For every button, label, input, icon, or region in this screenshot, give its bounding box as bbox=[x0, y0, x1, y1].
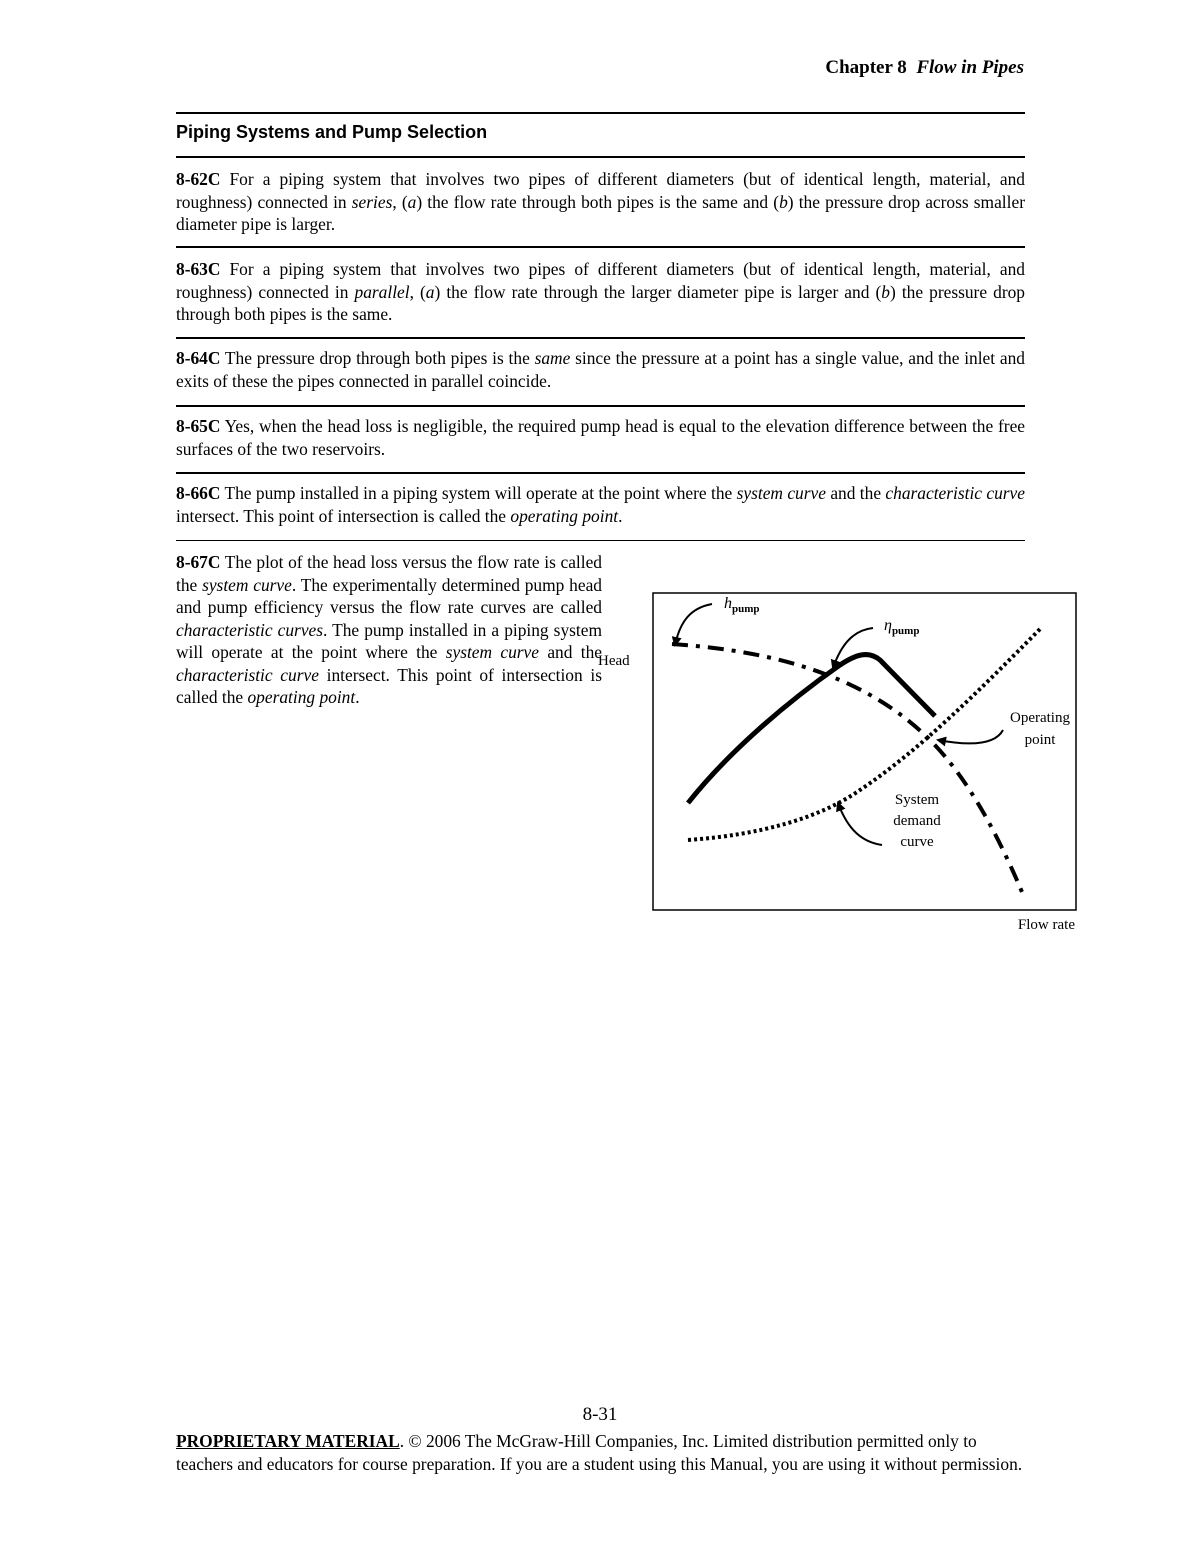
problem-number: 8-67C bbox=[176, 552, 221, 572]
problem-text: . bbox=[618, 505, 623, 526]
problem-emphasis: b bbox=[881, 281, 890, 302]
problem-text: Yes, when the head loss is negligible, the required pump head is equal to the elevation difference between the free surfaces of the two reservoirs. bbox=[176, 416, 1026, 459]
chapter-header bbox=[825, 57, 1024, 79]
problem-emphasis: characteristic curves bbox=[176, 619, 324, 640]
problem-text: . The experimentally determined pump head and pump efficiency versus the flow rate curves are called bbox=[176, 574, 602, 617]
operating-point-label: Operating bbox=[1010, 710, 1070, 726]
problem-text: For a piping system that involves two pipes of different diameters (but of identical length, material, and roughness) connected in bbox=[176, 169, 1025, 212]
problem-emphasis: parallel bbox=[354, 281, 410, 302]
problem-emphasis: a bbox=[407, 191, 417, 212]
divider bbox=[176, 246, 1025, 248]
pump-head-curve bbox=[672, 644, 1022, 892]
system-demand-label: System bbox=[894, 792, 940, 808]
problem-text: ) the flow rate through the larger diameter pipe is larger and ( bbox=[434, 281, 882, 302]
system-demand-label: demand bbox=[893, 813, 941, 829]
h-pump-label bbox=[724, 595, 760, 615]
eta-pump-symbol: η bbox=[884, 617, 892, 634]
problem-text: ) the pressure drop across smaller diameter pipe is larger. bbox=[176, 191, 1025, 234]
problem-number: 8-62C bbox=[176, 169, 221, 189]
divider bbox=[176, 156, 1025, 158]
system-demand-curve bbox=[688, 627, 1042, 840]
pump-curve-figure bbox=[590, 585, 1090, 935]
h-pump-arrow bbox=[675, 604, 712, 645]
problem-emphasis: operating point bbox=[247, 687, 356, 707]
eta-pump-subscript: pump bbox=[891, 625, 920, 637]
head-axis-label: Head bbox=[598, 653, 630, 669]
system-demand-label: curve bbox=[900, 834, 934, 850]
problem-text: The plot of the head loss versus the flow rate is called the bbox=[176, 552, 602, 595]
problem-text: and the bbox=[539, 642, 602, 662]
problem-text: , ( bbox=[392, 191, 408, 212]
system-curve-arrow bbox=[838, 803, 882, 845]
problem-emphasis: characteristic curve bbox=[885, 483, 1025, 503]
divider bbox=[176, 472, 1025, 474]
problem-text: ) the flow rate through both pipes is the same and ( bbox=[416, 191, 780, 212]
proprietary-label: PROPRIETARY MATERIAL bbox=[176, 1431, 400, 1451]
problem-text: , ( bbox=[409, 281, 426, 302]
problem-emphasis: operating point bbox=[510, 505, 619, 526]
h-pump-subscript: pump bbox=[732, 603, 760, 615]
problem-number: 8-64C bbox=[176, 348, 221, 368]
problem-text: . The pump installed in a piping system will operate at the point where the bbox=[176, 619, 602, 662]
problem-emphasis: system curve bbox=[736, 483, 826, 503]
problem-emphasis: system curve bbox=[445, 642, 539, 662]
problem-text: . bbox=[355, 687, 360, 707]
pump-efficiency-curve bbox=[688, 655, 935, 803]
problem-number: 8-63C bbox=[176, 259, 221, 279]
problem-8-67c bbox=[176, 551, 602, 709]
operating-point-label: point bbox=[1024, 732, 1056, 748]
problem-8-64c bbox=[176, 347, 1025, 392]
divider bbox=[176, 405, 1025, 407]
operating-point-arrow bbox=[938, 730, 1003, 743]
problem-number: 8-65C bbox=[176, 416, 221, 436]
problem-emphasis: a bbox=[425, 281, 435, 302]
problem-text: The pressure drop through both pipes is the bbox=[224, 348, 535, 368]
figure-frame bbox=[653, 593, 1076, 910]
problem-8-62c bbox=[176, 168, 1025, 236]
problem-8-66c bbox=[176, 482, 1025, 527]
problem-text: and the bbox=[825, 483, 886, 503]
section-title: Piping Systems and Pump Selection bbox=[176, 122, 488, 142]
copyright-text: . © 2006 The McGraw-Hill Companies, Inc. Limited distribution permitted only to teachers and educators for course preparation. If you are a student using this Manual, you are using it without permission. bbox=[176, 1431, 1023, 1474]
copyright-notice bbox=[176, 1430, 1025, 1475]
flow-rate-axis-label: Flow rate bbox=[1017, 917, 1075, 933]
divider bbox=[176, 337, 1025, 339]
problem-text: intersect. This point of intersection is called the bbox=[176, 505, 511, 526]
problem-text: ) the pressure drop through both pipes is the same. bbox=[176, 281, 1026, 324]
problem-emphasis: system curve bbox=[202, 574, 292, 595]
chapter-number: Chapter 8 bbox=[825, 57, 907, 78]
problem-8-65c bbox=[176, 415, 1025, 460]
page-number: 8-31 bbox=[582, 1404, 618, 1425]
problem-emphasis: characteristic curve bbox=[176, 664, 319, 685]
problem-text: The pump installed in a piping system will operate at the point where the bbox=[224, 483, 737, 503]
h-pump-symbol: h bbox=[724, 595, 732, 612]
chapter-title: Flow in Pipes bbox=[916, 57, 1024, 78]
problem-number: 8-66C bbox=[176, 483, 221, 503]
problem-text: intersect. This point of intersection is called the bbox=[176, 664, 602, 707]
eta-pump-arrow bbox=[833, 628, 873, 668]
divider bbox=[176, 540, 1025, 541]
divider bbox=[176, 112, 1025, 114]
problem-text: since the pressure at a point has a single value, and the inlet and exits of these the pipes connected in parallel coincide. bbox=[176, 348, 1025, 391]
problem-8-63c bbox=[176, 258, 1025, 326]
problem-text: For a piping system that involves two pipes of different diameters (but of identical length, material, and roughness) connected in bbox=[176, 259, 1025, 302]
problem-emphasis: b bbox=[779, 191, 788, 212]
problem-emphasis: same bbox=[534, 348, 571, 368]
eta-pump-label bbox=[884, 617, 919, 637]
problem-emphasis: series bbox=[351, 191, 393, 212]
